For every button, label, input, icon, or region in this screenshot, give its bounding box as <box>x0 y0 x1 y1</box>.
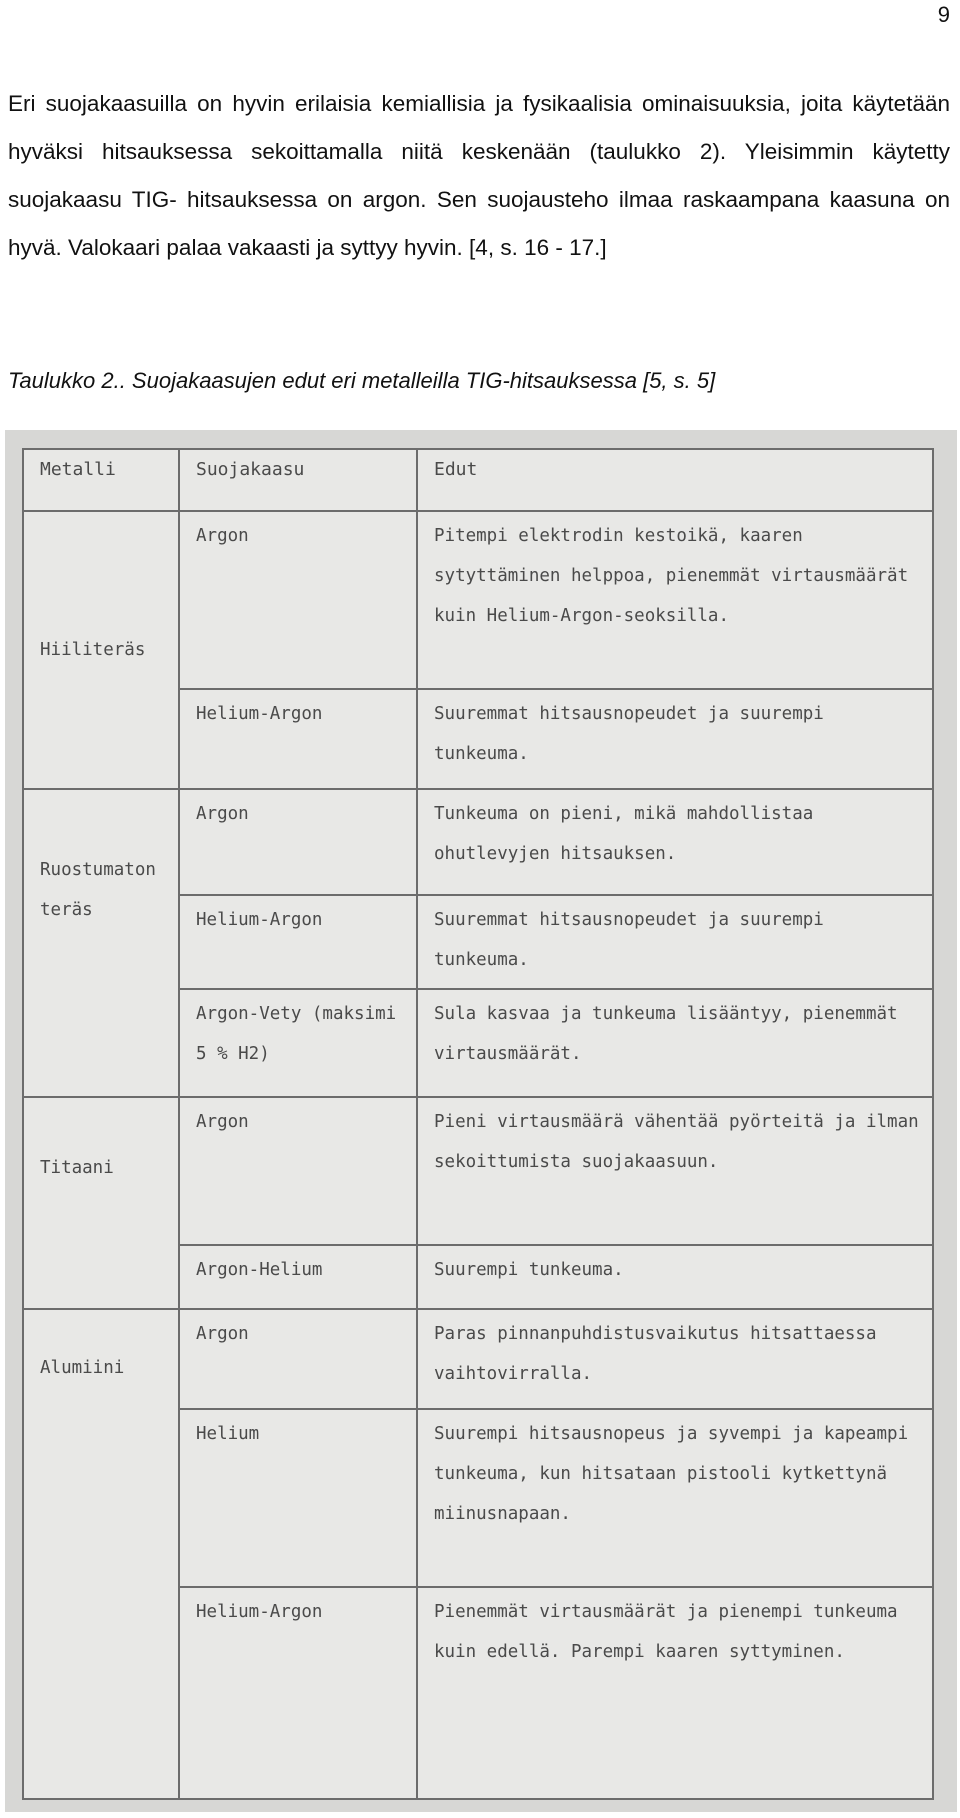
benefit-text: Sula kasvaa ja tunkeuma lisääntyy, pienemmät virtausmäärät. <box>434 1004 898 1064</box>
gas-cell <box>179 511 417 689</box>
gas-name: Argon-Helium <box>196 1260 323 1280</box>
gas-cell <box>179 1245 417 1309</box>
table-header-row <box>23 449 933 511</box>
table-row <box>23 789 933 895</box>
gas-cell <box>179 1309 417 1409</box>
body-paragraph: Eri suojakaasuilla on hyvin erilaisia kemiallisia ja fysikaalisia ominaisuuksia, joita käytetään hyväksi hitsauksessa sekoittamalla niitä keskenään (taulukko 2). Yleisimmin käytetty suojakaasu TIG- hitsauksessa on argon. Sen suojausteho ilmaa raskaampana kaasuna on hyvä. Valokaari palaa vakaasti ja syttyy hyvin. [4, s. 16 - 17.] <box>8 91 950 260</box>
benefit-text: Suurempi hitsausnopeus ja syvempi ja kapeampi tunkeuma, kun hitsataan pistooli kytkettynä miinusnapaan. <box>434 1424 909 1524</box>
benefit-text: Suuremmat hitsausnopeudet ja suurempi tunkeuma. <box>434 704 824 764</box>
metal-name-line-2: teräs <box>40 900 93 920</box>
gas-name: Argon <box>196 804 249 824</box>
gas-cell <box>179 1409 417 1587</box>
benefit-cell <box>417 689 933 789</box>
gas-name: Argon <box>196 1112 249 1132</box>
benefit-cell <box>417 511 933 689</box>
benefit-cell <box>417 989 933 1097</box>
metal-name: Titaani <box>40 1158 114 1178</box>
benefit-text: Paras pinnanpuhdistusvaikutus hitsattaessa vaihtovirralla. <box>434 1324 877 1384</box>
benefit-text: Tunkeuma on pieni, mikä mahdollistaa ohutlevyjen hitsauksen. <box>434 804 814 864</box>
benefit-cell <box>417 1587 933 1799</box>
shielding-gas-table <box>22 448 934 1800</box>
gas-name: Helium-Argon <box>196 704 323 724</box>
benefit-text: Pienemmät virtausmäärät ja pienempi tunkeuma kuin edellä. Parempi kaaren syttyminen. <box>434 1602 898 1662</box>
table-caption: Taulukko 2.. Suojakaasujen edut eri metalleilla TIG-hitsauksessa [5, s. 5] <box>8 368 716 393</box>
metal-cell <box>23 789 179 1097</box>
metal-cell <box>23 1097 179 1309</box>
scanned-table-image <box>5 430 957 1812</box>
gas-cell <box>179 895 417 989</box>
gas-cell <box>179 789 417 895</box>
benefit-cell <box>417 1309 933 1409</box>
gas-cell <box>179 689 417 789</box>
page-number: 9 <box>937 2 950 27</box>
metal-name: Hiiliteräs <box>40 640 146 660</box>
benefit-cell <box>417 895 933 989</box>
metal-cell <box>23 1309 179 1799</box>
table-row <box>23 1309 933 1409</box>
benefit-cell <box>417 789 933 895</box>
benefit-cell <box>417 1097 933 1245</box>
benefit-text: Pieni virtausmäärä vähentää pyörteitä ja ilman sekoittumista suojakaasuun. <box>434 1112 919 1172</box>
benefit-text: Pitempi elektrodin kestoikä, kaaren sytyttäminen helppoa, pienemmät virtausmäärät kuin Helium-Argon-seoksilla. <box>434 526 909 626</box>
header-gas: Suojakaasu <box>179 449 417 511</box>
benefit-text: Suurempi tunkeuma. <box>434 1260 624 1280</box>
benefit-text: Suuremmat hitsausnopeudet ja suurempi tunkeuma. <box>434 910 824 970</box>
benefit-cell <box>417 1245 933 1309</box>
gas-name: Helium <box>196 1424 260 1444</box>
gas-name: Helium-Argon <box>196 1602 323 1622</box>
metal-name-line-1: Ruostumaton <box>40 860 156 880</box>
gas-cell <box>179 989 417 1097</box>
table-row <box>23 511 933 689</box>
metal-cell <box>23 511 179 789</box>
gas-name: Argon <box>196 1324 249 1344</box>
benefit-cell <box>417 1409 933 1587</box>
gas-name: Helium-Argon <box>196 910 323 930</box>
gas-name: Argon <box>196 526 249 546</box>
gas-cell <box>179 1097 417 1245</box>
table-row <box>23 1097 933 1245</box>
header-metal: Metalli <box>23 449 179 511</box>
metal-name: Alumiini <box>40 1358 125 1378</box>
gas-cell <box>179 1587 417 1799</box>
header-benefits: Edut <box>417 449 933 511</box>
gas-name: Argon-Vety (maksimi 5 % H2) <box>196 1004 397 1064</box>
